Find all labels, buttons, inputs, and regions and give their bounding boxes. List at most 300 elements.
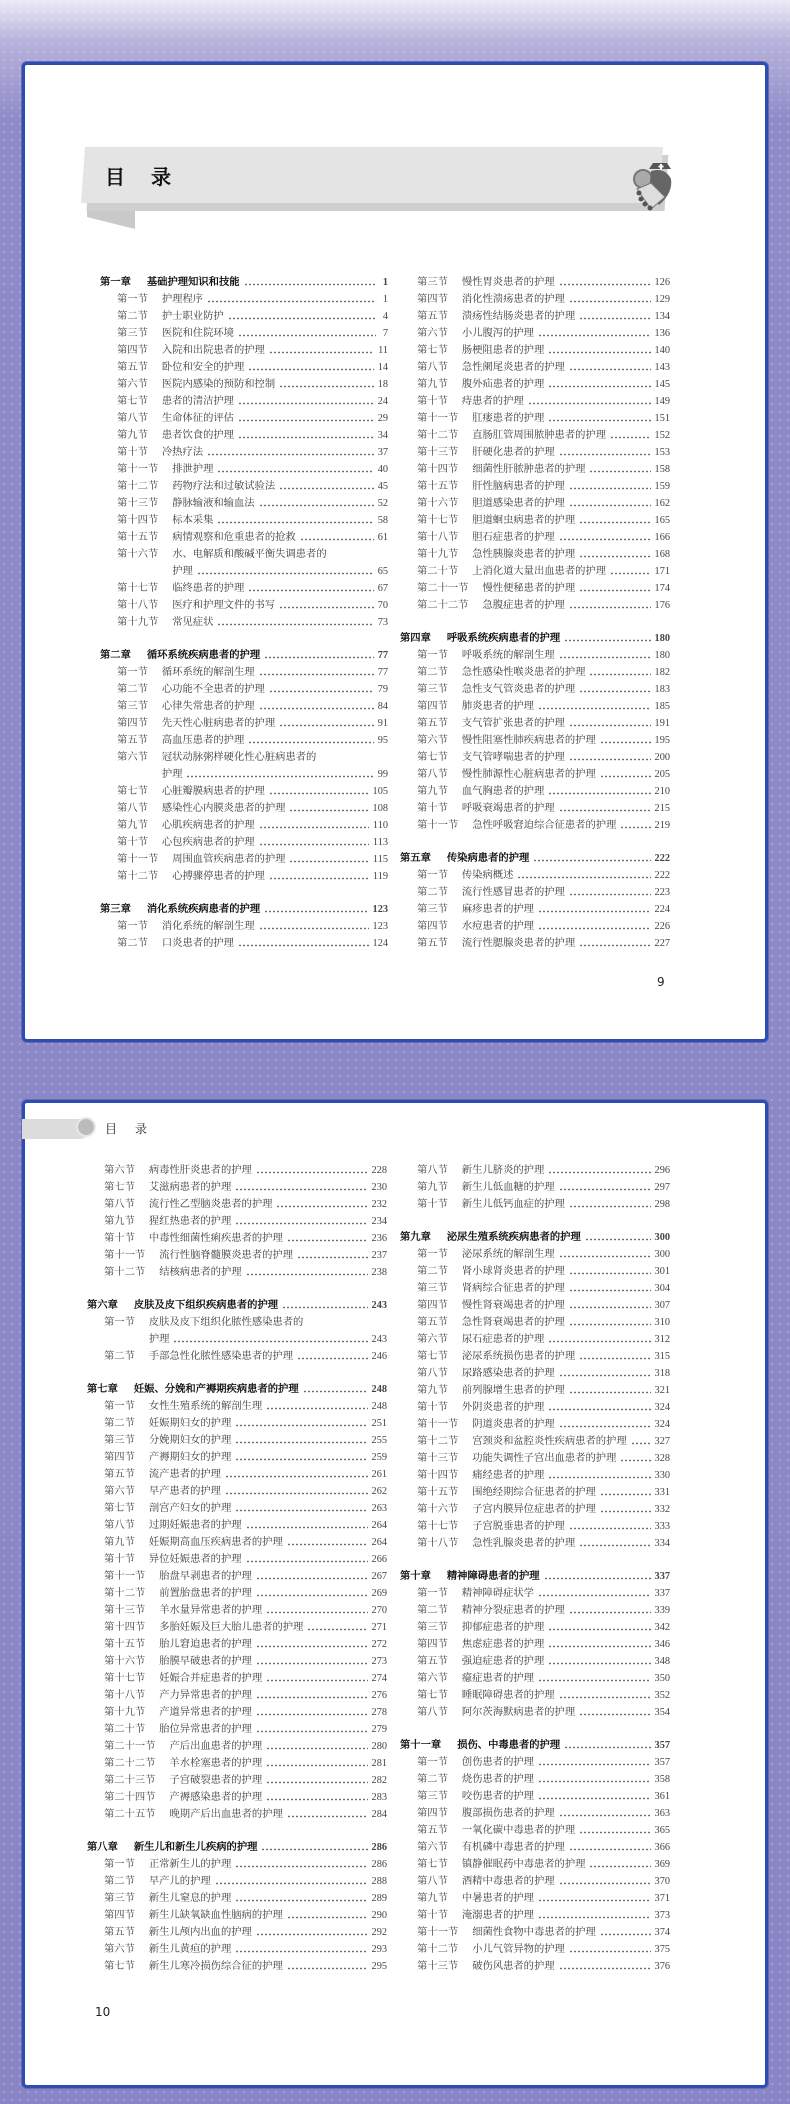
toc-section-entry[interactable] bbox=[400, 918, 670, 935]
entry-title: 标本采集 bbox=[172, 514, 214, 526]
toc-section-entry[interactable] bbox=[87, 1162, 387, 1179]
entry-page: 293 bbox=[371, 1944, 387, 1955]
toc-section-entry[interactable] bbox=[87, 1432, 387, 1449]
toc-section-entry[interactable] bbox=[400, 1484, 670, 1501]
toc-section-entry[interactable] bbox=[87, 1213, 387, 1230]
toc-section-entry[interactable] bbox=[100, 427, 388, 444]
toc-section-entry[interactable] bbox=[87, 1941, 387, 1958]
toc-section-entry[interactable] bbox=[100, 512, 388, 529]
toc-section-entry[interactable] bbox=[100, 393, 388, 410]
toc-section-entry[interactable] bbox=[400, 1467, 670, 1484]
toc-section-entry[interactable] bbox=[100, 783, 388, 800]
entry-title: 呼吸衰竭患者的护理 bbox=[461, 802, 555, 814]
toc-chapter-entry[interactable] bbox=[100, 901, 388, 918]
entry-page: 205 bbox=[654, 769, 670, 780]
entry-title: 结核病患者的护理 bbox=[159, 1266, 242, 1278]
toc-section-entry[interactable] bbox=[100, 851, 388, 868]
entry-title: 早产患者的护理 bbox=[148, 1485, 221, 1497]
toc-section-entry[interactable] bbox=[87, 1704, 387, 1721]
toc-section-entry[interactable] bbox=[100, 529, 388, 546]
entry-number: 第十节 bbox=[104, 1553, 135, 1565]
toc-section-entry[interactable] bbox=[400, 766, 670, 783]
toc-section-entry[interactable] bbox=[87, 1466, 387, 1483]
toc-section-entry[interactable] bbox=[87, 1755, 387, 1772]
toc-section-entry[interactable] bbox=[87, 1602, 387, 1619]
toc-section-entry[interactable] bbox=[100, 342, 388, 359]
toc-chapter-entry[interactable] bbox=[400, 1737, 670, 1754]
entry-page: 263 bbox=[371, 1503, 387, 1514]
dot-leader bbox=[585, 1238, 651, 1241]
toc-section-entry[interactable] bbox=[100, 495, 388, 512]
toc-section-entry[interactable] bbox=[100, 410, 388, 427]
dot-leader bbox=[569, 1323, 651, 1326]
entry-number: 第十四节 bbox=[104, 1621, 146, 1633]
toc-section-entry[interactable] bbox=[100, 546, 388, 563]
dot-leader bbox=[289, 809, 368, 812]
toc-section-entry[interactable] bbox=[400, 1348, 670, 1365]
toc-chapter-entry[interactable] bbox=[100, 647, 388, 664]
toc-section-entry[interactable] bbox=[400, 1535, 670, 1552]
toc-section-entry[interactable] bbox=[400, 1162, 670, 1179]
toc-section-entry[interactable] bbox=[400, 410, 670, 427]
toc-section-entry[interactable] bbox=[400, 1924, 670, 1941]
entry-page: 215 bbox=[654, 803, 670, 814]
toc-section-entry[interactable] bbox=[87, 1449, 387, 1466]
toc-section-entry[interactable] bbox=[400, 308, 670, 325]
entry-number: 第一节 bbox=[417, 1756, 448, 1768]
toc-section-entry[interactable] bbox=[87, 1653, 387, 1670]
toc-section-entry[interactable] bbox=[100, 732, 388, 749]
dot-leader bbox=[266, 1611, 367, 1614]
toc-section-entry[interactable] bbox=[400, 1297, 670, 1314]
entry-title: 胎膜早破患者的护理 bbox=[159, 1655, 252, 1667]
toc-entry-continuation[interactable] bbox=[87, 1331, 387, 1348]
toc-section-entry[interactable] bbox=[87, 1907, 387, 1924]
toc-section-entry[interactable] bbox=[87, 1247, 387, 1264]
toc-chapter-entry[interactable] bbox=[87, 1839, 387, 1856]
toc-section-entry[interactable] bbox=[87, 1958, 387, 1975]
toc-section-entry[interactable] bbox=[100, 461, 388, 478]
toc-section-entry[interactable] bbox=[100, 698, 388, 715]
toc-section-entry[interactable] bbox=[400, 478, 670, 495]
dot-leader bbox=[228, 317, 376, 320]
entry-title: 精神分裂症患者的护理 bbox=[461, 1604, 565, 1616]
entry-title: 精神障碍症状学 bbox=[461, 1587, 534, 1599]
toc-section-entry[interactable] bbox=[100, 580, 388, 597]
toc-section-entry[interactable] bbox=[400, 359, 670, 376]
entry-number: 第五节 bbox=[417, 717, 448, 729]
toc-section-entry[interactable] bbox=[87, 1179, 387, 1196]
dot-leader bbox=[259, 673, 374, 676]
entry-number: 第一节 bbox=[417, 1587, 448, 1599]
entry-page: 264 bbox=[371, 1537, 387, 1548]
toc-section-entry[interactable] bbox=[400, 1890, 670, 1907]
toc-section-entry[interactable] bbox=[87, 1687, 387, 1704]
toc-section-entry[interactable] bbox=[400, 563, 670, 580]
toc-section-entry[interactable] bbox=[400, 444, 670, 461]
entry-title: 冷热疗法 bbox=[161, 446, 204, 458]
toc-section-entry[interactable] bbox=[400, 664, 670, 681]
entry-title: 剖宫产妇女的护理 bbox=[148, 1502, 232, 1514]
dot-leader bbox=[559, 453, 651, 456]
toc-section-entry[interactable] bbox=[400, 461, 670, 478]
dot-leader bbox=[538, 1780, 651, 1783]
toc-section-entry[interactable] bbox=[400, 1704, 670, 1721]
entry-page: 373 bbox=[654, 1910, 670, 1921]
entry-number: 第三节 bbox=[417, 1282, 448, 1294]
entry-number: 第五节 bbox=[117, 734, 148, 746]
toc-section-entry[interactable] bbox=[87, 1619, 387, 1636]
entry-page: 248 bbox=[371, 1401, 387, 1412]
entry-page: 180 bbox=[654, 650, 670, 661]
entry-page: 134 bbox=[654, 311, 670, 322]
entry-number: 第六节 bbox=[417, 1333, 448, 1345]
dot-leader bbox=[620, 826, 650, 829]
entry-page: 67 bbox=[377, 583, 388, 594]
nurse-handshake-icon bbox=[631, 159, 677, 213]
dot-leader bbox=[538, 927, 651, 930]
toc-section-entry[interactable] bbox=[100, 749, 388, 766]
entry-title: 晚期产后出血患者的护理 bbox=[169, 1808, 283, 1820]
toc-section-entry[interactable] bbox=[87, 1398, 387, 1415]
entry-number: 第五章 bbox=[400, 852, 431, 864]
toc-section-entry[interactable] bbox=[400, 274, 670, 291]
toc-section-entry[interactable] bbox=[400, 867, 670, 884]
toc-section-entry[interactable] bbox=[400, 1822, 670, 1839]
toc-section-entry[interactable] bbox=[400, 1602, 670, 1619]
dot-leader bbox=[569, 504, 651, 507]
toc-section-entry[interactable] bbox=[400, 1365, 670, 1382]
entry-title: 肾小球肾炎患者的护理 bbox=[461, 1265, 565, 1277]
toc-section-entry[interactable] bbox=[87, 1856, 387, 1873]
toc-section-entry[interactable] bbox=[87, 1264, 387, 1281]
entry-page: 312 bbox=[654, 1334, 670, 1345]
toc-section-entry[interactable] bbox=[400, 884, 670, 901]
toc-section-entry[interactable] bbox=[400, 817, 670, 834]
toc-section-entry[interactable] bbox=[400, 1754, 670, 1771]
toc-section-entry[interactable] bbox=[400, 715, 670, 732]
toc-section-entry[interactable] bbox=[400, 1518, 670, 1535]
dot-leader bbox=[256, 1662, 368, 1665]
toc-section-entry[interactable] bbox=[400, 1399, 670, 1416]
entry-page: 236 bbox=[371, 1233, 387, 1244]
toc-section-entry[interactable] bbox=[87, 1415, 387, 1432]
toc-section-entry[interactable] bbox=[400, 732, 670, 749]
entry-title: 呼吸系统疾病患者的护理 bbox=[446, 632, 561, 644]
entry-page: 219 bbox=[654, 820, 670, 831]
toc-chapter-entry[interactable] bbox=[400, 1568, 670, 1585]
entry-page: 224 bbox=[654, 904, 670, 915]
toc-section-entry[interactable] bbox=[400, 1450, 670, 1467]
toc-section-entry[interactable] bbox=[100, 681, 388, 698]
entry-number: 第三节 bbox=[417, 683, 448, 695]
dot-leader bbox=[238, 436, 374, 439]
toc-section-entry[interactable] bbox=[87, 1314, 387, 1331]
dot-leader bbox=[235, 1950, 367, 1953]
dot-leader bbox=[564, 1746, 650, 1749]
toc-section-entry[interactable] bbox=[400, 529, 670, 546]
toc-section-entry[interactable] bbox=[100, 308, 388, 325]
toc-section-entry[interactable] bbox=[400, 1687, 670, 1704]
entry-number: 第二十节 bbox=[104, 1723, 146, 1735]
toc-section-entry[interactable] bbox=[100, 715, 388, 732]
entry-page: 282 bbox=[371, 1775, 387, 1786]
toc-section-entry[interactable] bbox=[400, 1670, 670, 1687]
toc-section-entry[interactable] bbox=[400, 1873, 670, 1890]
entry-title: 支气管哮喘患者的护理 bbox=[461, 751, 565, 763]
toc-section-entry[interactable] bbox=[87, 1517, 387, 1534]
toc-section-entry[interactable] bbox=[400, 647, 670, 664]
toc-section-entry[interactable] bbox=[400, 935, 670, 952]
toc-section-entry[interactable] bbox=[400, 597, 670, 614]
toc-section-entry[interactable] bbox=[100, 597, 388, 614]
entry-number: 第二节 bbox=[417, 886, 448, 898]
entry-page: 369 bbox=[654, 1859, 670, 1870]
toc-chapter-entry[interactable] bbox=[400, 630, 670, 647]
entry-title: 病毒性肝炎患者的护理 bbox=[148, 1164, 252, 1176]
dot-leader bbox=[517, 876, 650, 879]
dot-leader bbox=[589, 470, 650, 473]
toc-section-entry[interactable] bbox=[400, 1416, 670, 1433]
toc-section-entry[interactable] bbox=[400, 1263, 670, 1280]
toc-section-entry[interactable] bbox=[100, 664, 388, 681]
toc-section-entry[interactable] bbox=[87, 1348, 387, 1365]
running-header: 目录 bbox=[105, 1122, 166, 1136]
entry-number: 第十一节 bbox=[117, 463, 159, 475]
toc-section-entry[interactable] bbox=[87, 1534, 387, 1551]
toc-section-entry[interactable] bbox=[400, 495, 670, 512]
toc-section-entry[interactable] bbox=[400, 1805, 670, 1822]
toc-entry-continuation[interactable] bbox=[100, 563, 388, 580]
toc-section-entry[interactable] bbox=[400, 291, 670, 308]
entry-title: 抑郁症患者的护理 bbox=[461, 1621, 545, 1633]
dot-leader bbox=[246, 1560, 368, 1563]
entry-number: 第十章 bbox=[400, 1570, 431, 1582]
dot-leader bbox=[266, 1747, 367, 1750]
toc-section-entry[interactable] bbox=[400, 800, 670, 817]
entry-number: 第十节 bbox=[117, 836, 148, 848]
entry-title: 淹溺患者的护理 bbox=[461, 1909, 534, 1921]
toc-section-entry[interactable] bbox=[400, 1196, 670, 1213]
entry-page: 180 bbox=[654, 633, 670, 644]
toc-section-entry[interactable] bbox=[100, 478, 388, 495]
toc-section-entry[interactable] bbox=[100, 918, 388, 935]
toc-section-entry[interactable] bbox=[400, 1382, 670, 1399]
entry-title-continued: 护理 bbox=[172, 565, 193, 577]
toc-section-entry[interactable] bbox=[400, 749, 670, 766]
toc-section-entry[interactable] bbox=[100, 291, 388, 308]
toc-section-entry[interactable] bbox=[87, 1230, 387, 1247]
entry-title: 新生儿和新生儿疾病的护理 bbox=[133, 1841, 258, 1853]
toc-section-entry[interactable] bbox=[87, 1738, 387, 1755]
toc-section-entry[interactable] bbox=[87, 1789, 387, 1806]
toc-chapter-entry[interactable] bbox=[87, 1297, 387, 1314]
toc-section-entry[interactable] bbox=[400, 1856, 670, 1873]
entry-page: 182 bbox=[654, 667, 670, 678]
entry-title: 新生儿寒冷损伤综合征的护理 bbox=[148, 1960, 283, 1972]
dot-leader bbox=[217, 623, 373, 626]
dot-leader bbox=[269, 877, 369, 880]
toc-section-entry[interactable] bbox=[400, 512, 670, 529]
dot-leader bbox=[600, 1493, 651, 1496]
entry-title: 产褥期妇女的护理 bbox=[148, 1451, 232, 1463]
entry-number: 第二章 bbox=[100, 649, 131, 661]
toc-section-entry[interactable] bbox=[87, 1721, 387, 1738]
entry-page: 274 bbox=[371, 1673, 387, 1684]
entry-title: 慢性肺源性心脏病患者的护理 bbox=[461, 768, 596, 780]
toc-entry-continuation[interactable] bbox=[100, 766, 388, 783]
toc-section-entry[interactable] bbox=[400, 580, 670, 597]
toc-section-entry[interactable] bbox=[400, 546, 670, 563]
entry-title: 子宫内膜异位症患者的护理 bbox=[472, 1503, 596, 1515]
toc-section-entry[interactable] bbox=[400, 1585, 670, 1602]
entry-page: 357 bbox=[654, 1757, 670, 1768]
entry-number: 第一节 bbox=[117, 920, 148, 932]
toc-section-entry[interactable] bbox=[100, 359, 388, 376]
entry-page: 91 bbox=[377, 718, 388, 729]
toc-section-entry[interactable] bbox=[100, 325, 388, 342]
dot-leader bbox=[564, 639, 650, 642]
toc-section-entry[interactable] bbox=[400, 1433, 670, 1450]
entry-page: 230 bbox=[371, 1182, 387, 1193]
toc-section-entry[interactable] bbox=[100, 614, 388, 631]
entry-title: 常见症状 bbox=[172, 616, 214, 628]
toc-section-entry[interactable] bbox=[400, 681, 670, 698]
dot-leader bbox=[256, 1171, 368, 1174]
entry-title: 慢性肾衰竭患者的护理 bbox=[461, 1299, 565, 1311]
dot-leader bbox=[235, 1222, 367, 1225]
entry-number: 第十五节 bbox=[104, 1638, 146, 1650]
toc-section-entry[interactable] bbox=[400, 1771, 670, 1788]
toc-section-entry[interactable] bbox=[100, 800, 388, 817]
entry-title: 妊娠期高血压疾病患者的护理 bbox=[148, 1536, 283, 1548]
entry-title: 急性呼吸窘迫综合征患者的护理 bbox=[472, 819, 617, 831]
toc-section-entry[interactable] bbox=[87, 1924, 387, 1941]
toc-section-entry[interactable] bbox=[400, 1941, 670, 1958]
toc-section-entry[interactable] bbox=[100, 376, 388, 393]
entry-number: 第六节 bbox=[417, 1841, 448, 1853]
entry-title: 腹外疝患者的护理 bbox=[461, 378, 545, 390]
entry-title: 新生儿低血糖的护理 bbox=[461, 1181, 555, 1193]
toc-section-entry[interactable] bbox=[87, 1636, 387, 1653]
toc-section-entry[interactable] bbox=[100, 834, 388, 851]
entry-page: 7 bbox=[382, 328, 388, 339]
entry-page: 4 bbox=[382, 311, 388, 322]
toc-section-entry[interactable] bbox=[400, 1501, 670, 1518]
entry-number: 第一章 bbox=[100, 276, 131, 288]
toc-section-entry[interactable] bbox=[400, 1907, 670, 1924]
entry-title: 胎位异常患者的护理 bbox=[159, 1723, 252, 1735]
dot-leader bbox=[569, 1289, 651, 1292]
toc-chapter-entry[interactable] bbox=[100, 274, 388, 291]
entry-number: 第十六节 bbox=[417, 497, 459, 509]
entry-title: 阿尔茨海默病患者的护理 bbox=[461, 1706, 576, 1718]
dot-leader bbox=[538, 1899, 651, 1902]
toc-section-entry[interactable] bbox=[100, 868, 388, 885]
toc-section-entry[interactable] bbox=[87, 1196, 387, 1213]
dot-leader bbox=[256, 1933, 368, 1936]
dot-leader bbox=[559, 1882, 651, 1885]
entry-number: 第三节 bbox=[417, 903, 448, 915]
entry-title: 胆道蛔虫病患者的护理 bbox=[472, 514, 576, 526]
toc-section-entry[interactable] bbox=[87, 1585, 387, 1602]
dot-leader bbox=[569, 368, 651, 371]
page-number: 9 bbox=[657, 975, 665, 989]
toc-chapter-entry[interactable] bbox=[400, 850, 670, 867]
entry-title: 子宫脱垂患者的护理 bbox=[472, 1520, 565, 1532]
toc-section-entry[interactable] bbox=[400, 783, 670, 800]
toc-section-entry[interactable] bbox=[87, 1568, 387, 1585]
toc-section-entry[interactable] bbox=[400, 1331, 670, 1348]
toc-section-entry[interactable] bbox=[400, 1788, 670, 1805]
entry-page: 238 bbox=[371, 1267, 387, 1278]
entry-number: 第十节 bbox=[417, 1401, 448, 1413]
toc-section-entry[interactable] bbox=[87, 1670, 387, 1687]
toc-section-entry[interactable] bbox=[400, 1179, 670, 1196]
toc-section-entry[interactable] bbox=[400, 427, 670, 444]
entry-title: 循环系统的解剖生理 bbox=[161, 666, 255, 678]
dot-leader bbox=[589, 673, 650, 676]
toc-section-entry[interactable] bbox=[100, 817, 388, 834]
toc-section-entry[interactable] bbox=[400, 376, 670, 393]
entry-title: 细菌性食物中毒患者的护理 bbox=[472, 1926, 596, 1938]
entry-number: 第二十五节 bbox=[104, 1808, 156, 1820]
dot-leader bbox=[528, 402, 651, 405]
toc-section-entry[interactable] bbox=[400, 1958, 670, 1975]
entry-title: 强迫症患者的护理 bbox=[461, 1655, 545, 1667]
toc-section-entry[interactable] bbox=[400, 1839, 670, 1856]
toc-section-entry[interactable] bbox=[87, 1772, 387, 1789]
toc-section-entry[interactable] bbox=[400, 1619, 670, 1636]
entry-page: 324 bbox=[654, 1419, 670, 1430]
toc-chapter-entry[interactable] bbox=[400, 1229, 670, 1246]
entry-number: 第五节 bbox=[417, 937, 448, 949]
entry-title: 心功能不全患者的护理 bbox=[161, 683, 265, 695]
entry-page: 119 bbox=[372, 871, 388, 882]
toc-section-entry[interactable] bbox=[400, 698, 670, 715]
entry-number: 第十节 bbox=[417, 802, 448, 814]
toc-section-entry[interactable] bbox=[400, 1246, 670, 1263]
toc-section-entry[interactable] bbox=[400, 342, 670, 359]
toc-section-entry[interactable] bbox=[87, 1873, 387, 1890]
toc-section-entry[interactable] bbox=[87, 1806, 387, 1823]
toc-section-entry[interactable] bbox=[87, 1890, 387, 1907]
entry-page: 270 bbox=[371, 1605, 387, 1616]
entry-title: 急性胰腺炎患者的护理 bbox=[472, 548, 576, 560]
toc-section-entry[interactable] bbox=[400, 393, 670, 410]
entry-title: 中暑患者的护理 bbox=[461, 1892, 534, 1904]
entry-title: 破伤风患者的护理 bbox=[472, 1960, 555, 1972]
toc-section-entry[interactable] bbox=[100, 935, 388, 952]
toc-section-entry[interactable] bbox=[400, 901, 670, 918]
dot-leader bbox=[264, 910, 368, 913]
toc-section-entry[interactable] bbox=[400, 325, 670, 342]
toc-section-entry[interactable] bbox=[100, 444, 388, 461]
entry-number: 第五节 bbox=[417, 1655, 448, 1667]
toc-section-entry[interactable] bbox=[400, 1653, 670, 1670]
entry-title: 泌尿系统的解剖生理 bbox=[461, 1248, 555, 1260]
toc-section-entry[interactable] bbox=[87, 1551, 387, 1568]
dot-leader bbox=[579, 317, 650, 320]
toc-chapter-entry[interactable] bbox=[87, 1381, 387, 1398]
toc-section-entry[interactable] bbox=[400, 1314, 670, 1331]
toc-section-entry[interactable] bbox=[400, 1280, 670, 1297]
toc-section-entry[interactable] bbox=[400, 1636, 670, 1653]
dot-leader bbox=[548, 351, 650, 354]
toc-section-entry[interactable] bbox=[87, 1500, 387, 1517]
toc-section-entry[interactable] bbox=[87, 1483, 387, 1500]
dot-leader bbox=[579, 1544, 650, 1547]
